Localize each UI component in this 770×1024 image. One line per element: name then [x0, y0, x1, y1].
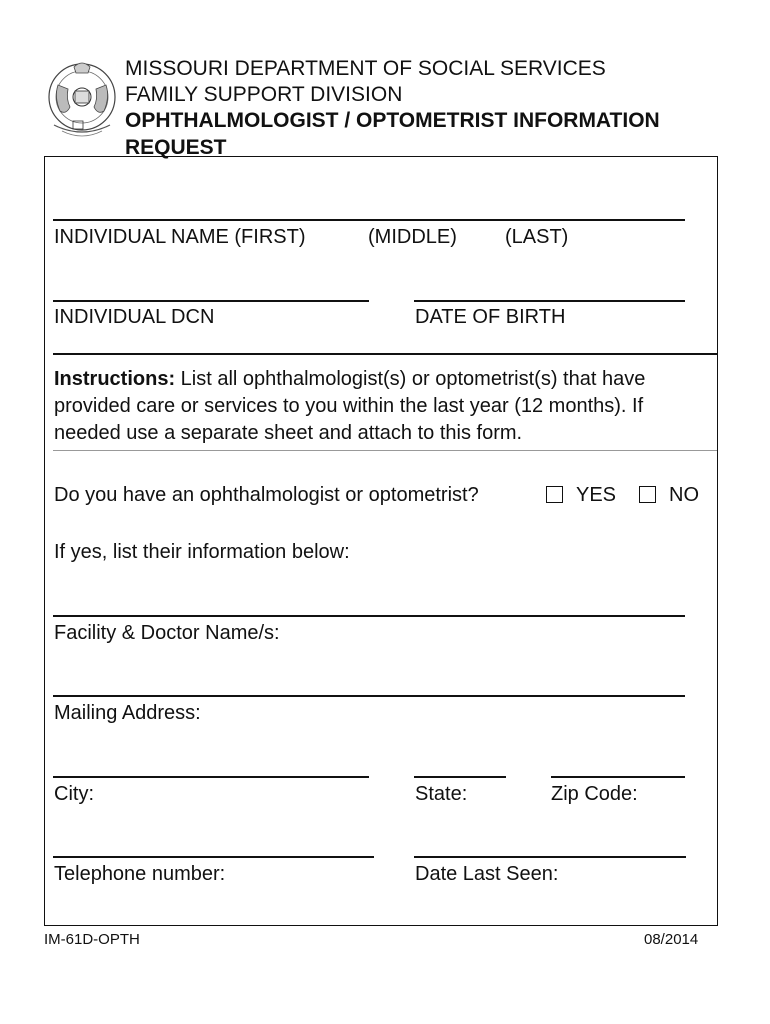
state-label: State: [415, 783, 468, 805]
individual-name-field[interactable] [53, 219, 685, 221]
dcn-label: INDIVIDUAL DCN [54, 306, 215, 328]
no-checkbox[interactable] [639, 486, 656, 503]
zip-code-label: Zip Code: [551, 783, 638, 805]
zip-code-field[interactable] [551, 776, 685, 778]
date-last-seen-field[interactable] [414, 856, 686, 858]
section-divider [53, 353, 717, 355]
facility-doctor-label: Facility & Doctor Name/s: [54, 622, 280, 644]
telephone-field[interactable] [53, 856, 374, 858]
missouri-state-seal [44, 55, 120, 151]
date-of-birth-field[interactable] [414, 300, 685, 302]
form-title: OPHTHALMOLOGIST / OPTOMETRIST INFORMATION [125, 109, 660, 132]
state-field[interactable] [414, 776, 506, 778]
date-last-seen-label: Date Last Seen: [415, 863, 559, 885]
has-provider-question: Do you have an ophthalmologist or optometrist? [54, 484, 479, 506]
instructions-text: List all ophthalmologist(s) or optometrist(s) that have provided care or services to you within the last year (12 months). If needed use a separate sheet and attach to this form. [54, 368, 646, 444]
division-name: FAMILY SUPPORT DIVISION [125, 83, 403, 106]
dcn-field[interactable] [53, 300, 369, 302]
city-label: City: [54, 783, 94, 805]
facility-doctor-field[interactable] [53, 615, 685, 617]
instructions-divider [53, 450, 717, 451]
mailing-address-label: Mailing Address: [54, 702, 201, 724]
yes-checkbox[interactable] [546, 486, 563, 503]
form-id: IM-61D-OPTH [44, 931, 140, 948]
followup-text: If yes, list their information below: [54, 541, 350, 563]
mailing-address-field[interactable] [53, 695, 685, 697]
name-middle-label: (MIDDLE) [368, 226, 457, 248]
city-field[interactable] [53, 776, 369, 778]
date-of-birth-label: DATE OF BIRTH [415, 306, 566, 328]
no-label: NO [669, 484, 699, 506]
name-last-label: (LAST) [505, 226, 569, 248]
form-title-continued: REQUEST [125, 136, 227, 159]
department-name: MISSOURI DEPARTMENT OF SOCIAL SERVICES [125, 57, 606, 80]
yes-label: YES [576, 484, 617, 506]
telephone-label: Telephone number: [54, 863, 226, 885]
name-first-label: INDIVIDUAL NAME (FIRST) [54, 226, 306, 248]
instructions-label: Instructions: [54, 368, 176, 390]
instructions-paragraph [54, 366, 704, 447]
form-revision-date: 08/2014 [644, 931, 699, 948]
